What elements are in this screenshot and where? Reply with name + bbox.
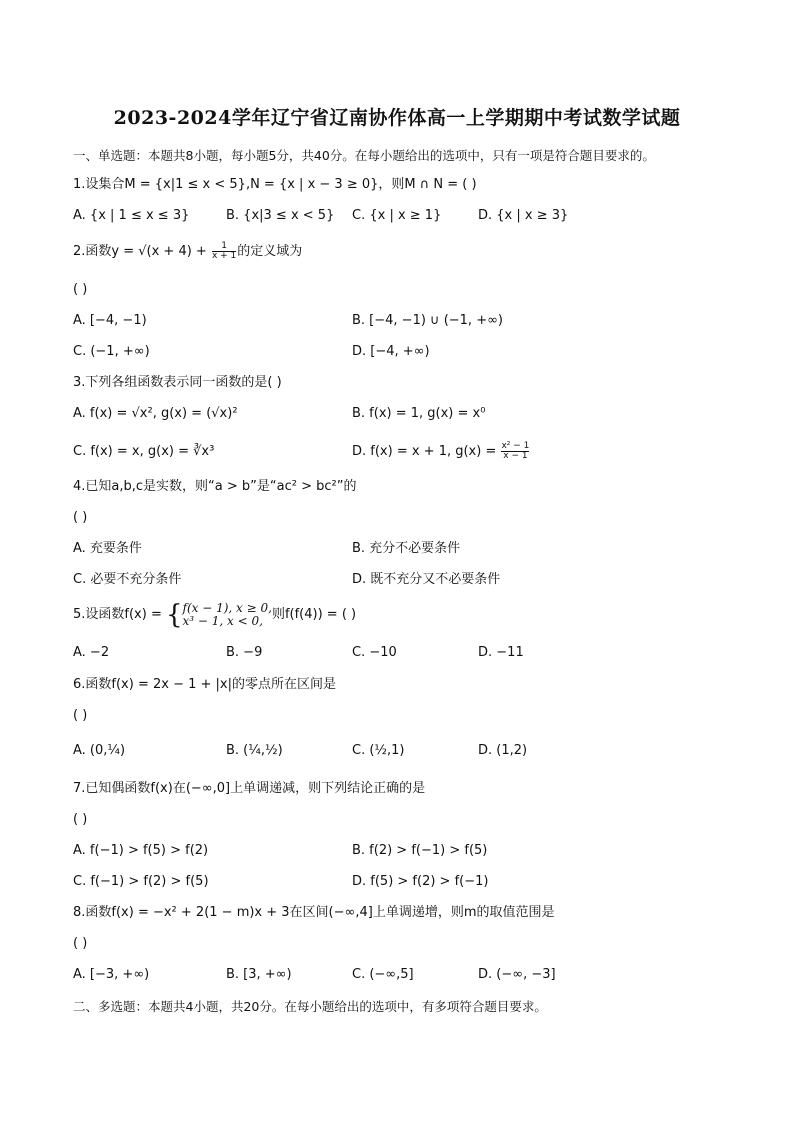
piecewise-case-1: f(x − 1), x ≥ 0, — [182, 600, 272, 615]
question-1-option-d[interactable]: D. {x | x ≥ 3} — [478, 208, 569, 223]
question-7-stem: 7.已知偶函数f(x)在(−∞,0]上单调递减，则下列结论正确的是 — [73, 781, 426, 796]
section-heading-single-choice: 一、单选题：本题共8小题，每小题5分，共40分。在每小题给出的选项中，只有一项是符合题目要求的。 — [73, 148, 655, 163]
question-5-option-b[interactable]: B. −9 — [226, 645, 263, 660]
question-1-option-b[interactable]: B. {x|3 ≤ x < 5} — [226, 208, 335, 223]
question-4-answer-blank: ( ) — [73, 510, 88, 525]
question-5-stem-prefix: 5.设函数f(x) = — [73, 607, 166, 622]
question-3-option-d-fraction — [501, 442, 529, 461]
question-8-stem: 8.函数f(x) = −x² + 2(1 − m)x + 3在区间(−∞,4]上单调递增，则m的取值范围是 — [73, 905, 555, 920]
question-2-answer-blank: ( ) — [73, 282, 88, 297]
question-7-answer-blank: ( ) — [73, 812, 88, 827]
question-2-option-d[interactable]: D. [−4, +∞) — [352, 344, 430, 359]
question-2-option-a[interactable]: A. [−4, −1) — [73, 313, 147, 328]
question-5-option-d[interactable]: D. −11 — [478, 645, 524, 660]
question-1-option-a[interactable]: A. {x | 1 ≤ x ≤ 3} — [73, 208, 190, 223]
fraction-denominator: x − 1 — [503, 451, 528, 461]
question-6-stem: 6.函数f(x) = 2x − 1 + |x|的零点所在区间是 — [73, 677, 336, 692]
question-8-option-a[interactable]: A. [−3, +∞) — [73, 967, 150, 982]
question-2-fraction — [212, 242, 236, 261]
question-3-option-d[interactable] — [352, 442, 530, 462]
question-7-option-d[interactable]: D. f(5) > f(2) > f(−1) — [352, 874, 489, 889]
question-8-answer-blank: ( ) — [73, 936, 88, 951]
section-heading-multiple-choice: 二、多选题：本题共4小题，共20分。在每小题给出的选项中，有多项符合题目要求。 — [73, 999, 547, 1014]
question-4-option-b[interactable]: B. 充分不必要条件 — [352, 541, 461, 556]
question-6-option-d[interactable]: D. (1,2) — [478, 743, 528, 758]
question-6-option-c[interactable]: C. (½,1) — [352, 743, 405, 758]
question-2-option-c[interactable]: C. (−1, +∞) — [73, 344, 150, 359]
question-5-stem-suffix: 则f(f(4)) = ( ) — [271, 607, 357, 622]
question-3-option-a[interactable]: A. f(x) = √x², g(x) = (√x)² — [73, 406, 238, 421]
question-6-answer-blank: ( ) — [73, 708, 88, 723]
question-2-stem — [73, 242, 302, 262]
question-4-option-d[interactable]: D. 既不充分又不必要条件 — [352, 572, 501, 587]
fraction-numerator: 1 — [221, 241, 227, 251]
question-3-option-c[interactable]: C. f(x) = x, g(x) = ∛x³ — [73, 444, 215, 459]
question-2-stem-suffix: 的定义域为 — [237, 244, 303, 259]
question-5-option-c[interactable]: C. −10 — [352, 645, 397, 660]
piecewise-case-2: x³ − 1, x < 0, — [182, 613, 263, 628]
question-5-piecewise — [183, 602, 272, 628]
question-1-stem: 1.设集合M = {x|1 ≤ x < 5},N = {x | x − 3 ≥ 0}，则M ∩ N = ( ) — [73, 177, 477, 192]
question-5-stem — [73, 600, 356, 630]
question-7-option-c[interactable]: C. f(−1) > f(2) > f(5) — [73, 874, 209, 889]
fraction-denominator: x + 1 — [211, 251, 237, 261]
question-6-option-b[interactable]: B. (¼,½) — [226, 743, 283, 758]
question-4-stem: 4.已知a,b,c是实数，则“a > b”是“ac² > bc²”的 — [73, 479, 357, 494]
question-8-option-b[interactable]: B. [3, +∞) — [226, 967, 292, 982]
fraction-numerator: x² − 1 — [501, 441, 530, 451]
question-4-option-c[interactable]: C. 必要不充分条件 — [73, 572, 182, 587]
piecewise-brace: { — [165, 599, 183, 630]
page-title: 2023-2024学年辽宁省辽南协作体高一上学期期中考试数学试题 — [113, 107, 681, 129]
question-2-option-b[interactable]: B. [−4, −1) ∪ (−1, +∞) — [352, 313, 503, 328]
question-7-option-b[interactable]: B. f(2) > f(−1) > f(5) — [352, 843, 488, 858]
question-8-option-c[interactable]: C. (−∞,5] — [352, 967, 414, 982]
question-5-option-a[interactable]: A. −2 — [73, 645, 110, 660]
question-3-stem: 3.下列各组函数表示同一函数的是( ) — [73, 375, 282, 390]
question-4-option-a[interactable]: A. 充要条件 — [73, 541, 142, 556]
question-3-option-d-text: D. f(x) = x + 1, g(x) = — [352, 444, 501, 459]
question-7-option-a[interactable]: A. f(−1) > f(5) > f(2) — [73, 843, 209, 858]
question-1-option-c[interactable]: C. {x | x ≥ 1} — [352, 208, 442, 223]
question-3-option-b[interactable]: B. f(x) = 1, g(x) = x⁰ — [352, 406, 486, 421]
question-8-option-d[interactable]: D. (−∞, −3] — [478, 967, 556, 982]
question-6-option-a[interactable]: A. (0,¼) — [73, 743, 126, 758]
question-2-stem-prefix: 2.函数y = √(x + 4) + — [73, 244, 211, 259]
